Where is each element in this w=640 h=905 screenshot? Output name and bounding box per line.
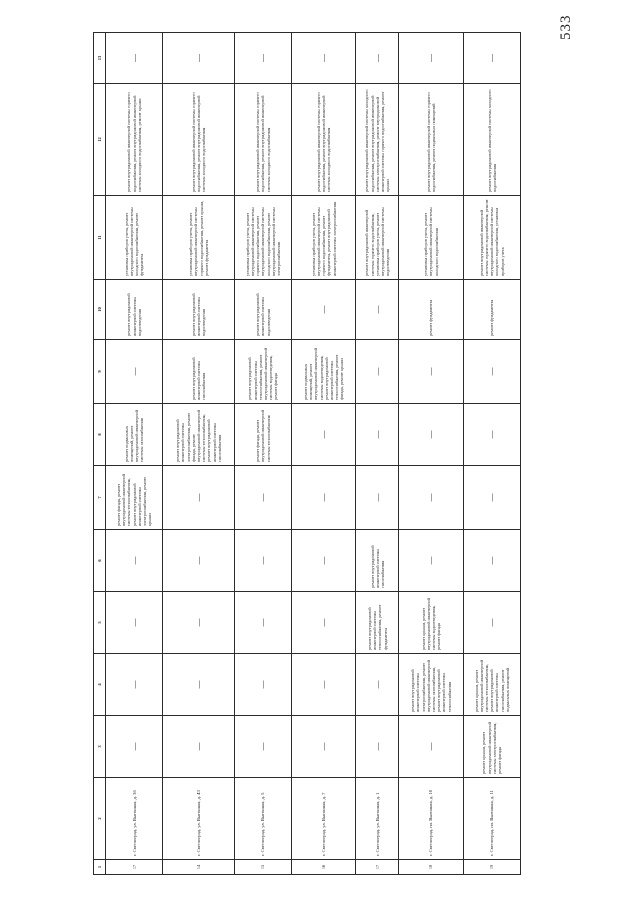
work-cell: ремонт внутридомовой инженерной системы электроснабжения, ремонт фасада, ремонт внутридомовой инженерной системы теплоснабжения, ремонт внутридомовой инженерной системы газоснабжения — [163, 404, 235, 466]
work-cell: — — [234, 654, 291, 716]
work-cell: ремонт внутридомовой инженерной системы горячего водоснабжения, ремонт внутридомовой инженерной системы холодного водоснабжения — [292, 84, 356, 196]
work-cell: ремонт крыши, ремонт внутридомовой инженерной системы теплоснабжения, ремонт внутридомовой инженерной системы газоснабжения, ремонт подвальных помещений — [463, 654, 520, 716]
work-cell: — — [234, 33, 291, 84]
table-row — [234, 33, 291, 875]
column-number-7: 7 — [94, 466, 106, 530]
table-row — [399, 33, 463, 875]
work-cell: — — [463, 33, 520, 84]
work-cell: установка приборов учета, ремонт внутридомовой инженерной системы горячего водоснабжения, ремонт внутридомовой инженерной системы холодного водоснабжения, ремонт внутридомовой инженерной системы электроснабжения — [234, 196, 291, 280]
address-cell: г. Светлоград, ул. Выгонная, д. 1 — [356, 778, 399, 860]
work-cell: ремонт фундамента — [463, 280, 520, 340]
address-cell: г. Светлоград, ул. Выгонная, д. 43 — [163, 778, 235, 860]
work-cell: ремонт внутридомовой инженерной системы холодного водоснабжения, ремонт внутридомовой инженерной системы электроснабжения, ремонт внутридомовой инженерной системы горячего водоснабжения, ремонт крыши — [356, 84, 399, 196]
work-cell: ремонт внутридомовой инженерной системы горячего водоснабжения, установка приборов учета, ремонт внутридомовой инженерной системы водоотведения — [356, 196, 399, 280]
work-cell: ремонт фундамента — [399, 280, 463, 340]
work-cell: установка приборов учета, ремонт внутридомовой инженерной системы холодного водоснабжения, ремонт фундамента — [106, 196, 163, 280]
work-cell: ремонт внутридомовой инженерной системы газоснабжения — [163, 340, 235, 404]
table-row — [463, 33, 520, 875]
work-cell: — — [234, 530, 291, 592]
column-number-12: 12 — [94, 84, 106, 196]
row-number: 17 — [356, 860, 399, 875]
work-cell: — — [163, 654, 235, 716]
work-cell: — — [399, 466, 463, 530]
work-cell: ремонт внутридомовой инженерной системы водоотведения — [234, 280, 291, 340]
work-cell: ремонт внутридомовой инженерной системы водоотведения — [163, 280, 235, 340]
work-cell: — — [399, 716, 463, 778]
work-cell: ремонт внутридомовой инженерной системы электроснабжения, ремонт внутридомовой инженерной системы газоснабжения, ремонт внутридомовой инженерной системы теплоснабжения — [399, 654, 463, 716]
work-cell: установка приборов учета, ремонт внутридомовой инженерной системы горячего водоснабжения, ремонт фундамента, ремонт внутридомовой инженерной системы электроснабжения — [292, 196, 356, 280]
table-row — [356, 33, 399, 875]
column-number-1: 1 — [94, 860, 106, 875]
work-cell: — — [292, 592, 356, 654]
work-cell: — — [163, 716, 235, 778]
row-number: 18 — [399, 860, 463, 875]
work-cell: — — [292, 654, 356, 716]
work-cell: — — [463, 404, 520, 466]
work-cell: — — [163, 530, 235, 592]
work-cell: ремонт внутридомовой инженерной системы холодного водоснабжения — [463, 84, 520, 196]
work-cell: ремонт внутридомовой инженерной системы водоотведения — [106, 280, 163, 340]
work-cell: — — [292, 404, 356, 466]
row-number: 16 — [292, 860, 356, 875]
column-number-9: 9 — [94, 340, 106, 404]
column-number-10: 10 — [94, 280, 106, 340]
work-cell: ремонт внутридомовой инженерной системы газоснабжения — [356, 530, 399, 592]
work-cell: ремонт внутридомовой инженерной системы горячего водоснабжения, ремонт внутридомовой инженерной системы холодного водоснабжения, ремонт крыши — [106, 84, 163, 196]
work-cell: ремонт фасада, ремонт внутридомовой инженерной системы теплоснабжения — [234, 404, 291, 466]
column-number-11: 11 — [94, 196, 106, 280]
work-cell: — — [292, 530, 356, 592]
work-cell: ремонт внутридомовой инженерной системы теплоснабжения, ремонт фундамента — [356, 592, 399, 654]
row-number: 15 — [234, 860, 291, 875]
address-cell: г. Светлоград, ул. Выгонная, д. 5 — [234, 778, 291, 860]
work-cell: — — [356, 33, 399, 84]
work-cell: — — [163, 33, 235, 84]
row-number: 17 — [106, 860, 163, 875]
rotated-table-wrapper — [93, 33, 521, 875]
work-cell: — — [106, 530, 163, 592]
work-cell: ремонт подвальных помещений, ремонт внутридомовой инженерной системы водоотведения, ремонт внутридомовой инженерной системы теплоснабжения, ремонт фасада, ремонт крыши — [292, 340, 356, 404]
work-cell: — — [234, 716, 291, 778]
column-number-6: 6 — [94, 530, 106, 592]
work-cell: — — [106, 33, 163, 84]
work-cell: — — [463, 466, 520, 530]
work-cell: — — [106, 654, 163, 716]
work-cell: — — [234, 466, 291, 530]
work-cell: — — [163, 592, 235, 654]
work-cell: — — [356, 280, 399, 340]
work-cell: — — [106, 716, 163, 778]
column-number-3: 3 — [94, 716, 106, 778]
work-cell: — — [163, 466, 235, 530]
column-number-row — [94, 33, 106, 875]
row-number: 14 — [163, 860, 235, 875]
address-cell: г. Светлоград, ул. Выгонная, д. 7 — [292, 778, 356, 860]
table-row — [163, 33, 235, 875]
table-row — [106, 33, 163, 875]
work-cell: — — [399, 530, 463, 592]
column-number-5: 5 — [94, 592, 106, 654]
address-cell: г. Светлоград, пл. Выгонная, д. 10 — [399, 778, 463, 860]
work-cell: ремонт внутридомовой инженерной системы горячего водоснабжения, ремонт подвальных помещений — [399, 84, 463, 196]
work-cell: — — [399, 404, 463, 466]
work-cell: — — [356, 404, 399, 466]
work-cell: — — [292, 716, 356, 778]
address-cell: г. Светлоград, ул. Выгонная, д. 3б — [106, 778, 163, 860]
page-number: 533 — [558, 14, 574, 40]
work-cell: — — [356, 466, 399, 530]
work-cell: — — [106, 592, 163, 654]
work-cell: установка приборов учета, ремонт внутридомовой инженерной системы холодного водоснабжения — [399, 196, 463, 280]
work-cell: ремонт фасада, ремонт внутридомовой инженерной системы теплоснабжения, ремонт внутридомовой инженерной системы электроснабжения, ремонт крыши — [106, 466, 163, 530]
work-cell: — — [463, 530, 520, 592]
table-row — [292, 33, 356, 875]
work-cell: ремонт внутридомовой инженерной системы теплоснабжения, ремонт внутридомовой инженерной системы водоотведения, ремонт фасада — [234, 340, 291, 404]
work-cell: — — [399, 340, 463, 404]
work-cell: ремонт внутридомовой инженерной системы горячего водоснабжения, ремонт внутридомовой инженерной системы холодного водоснабжения — [234, 84, 291, 196]
row-number: 19 — [463, 860, 520, 875]
column-number-2: 2 — [94, 778, 106, 860]
work-cell: — — [234, 592, 291, 654]
work-cell: ремонт подвальных помещений, ремонт внутридомовой инженерной системы газоснабжения — [106, 404, 163, 466]
work-cell: ремонт крыши, ремонт внутридомовой инженерной системы электроснабжения, ремонт фасада — [463, 716, 520, 778]
address-cell: г. Светлоград, пл. Выгонная, д. 11 — [463, 778, 520, 860]
work-cell: — — [292, 33, 356, 84]
work-cell: — — [356, 716, 399, 778]
work-cell: — — [292, 466, 356, 530]
work-cell: — — [356, 654, 399, 716]
work-cell: ремонт внутридомовой инженерной системы горячего водоснабжения, ремонт внутридомовой инженерной системы холодного водоснабжения, установка приборов учета — [463, 196, 520, 280]
work-cell: — — [356, 340, 399, 404]
column-number-13: 13 — [94, 33, 106, 84]
work-cell: — — [106, 340, 163, 404]
work-cell: ремонт внутридомовой инженерной системы горячего водоснабжения, ремонт внутридомовой инженерной системы холодного водоснабжения — [163, 84, 235, 196]
work-cell: — — [463, 592, 520, 654]
column-number-4: 4 — [94, 654, 106, 716]
work-cell: — — [399, 33, 463, 84]
work-cell: — — [463, 340, 520, 404]
column-number-8: 8 — [94, 404, 106, 466]
work-cell: — — [292, 280, 356, 340]
work-cell: ремонт крыши, ремонт внутридомовой инженерной системы водоотведения, ремонт фасада — [399, 592, 463, 654]
repair-schedule-table — [93, 32, 521, 875]
work-cell: установка приборов учета, ремонт внутридомовой инженерной системы горячего водоснабжения, ремонт крыши, ремонт фундамента — [163, 196, 235, 280]
table-body — [106, 33, 521, 875]
